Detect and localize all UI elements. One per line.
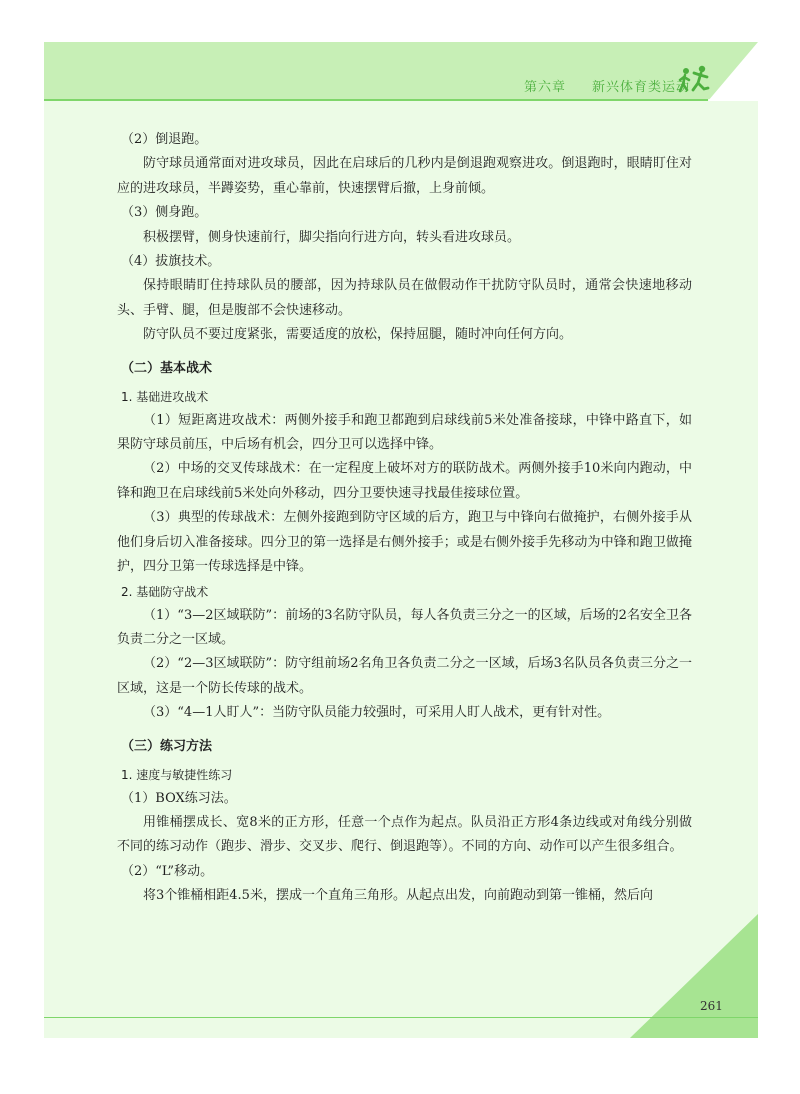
- header-rule: [44, 99, 708, 101]
- item-heading: （2）倒退跑。: [121, 132, 208, 147]
- chapter-label: 第六章: [523, 80, 566, 95]
- paragraph: （3）典型的传球战术：左侧外接跑到防守区域的后方，跑卫与中锋向右做掩护，右侧外接手从他们身后切入准备接球。四分卫的第一选择是右侧外接手；或是右侧外接手先移动为中锋和跑卫做掩护，四分卫第一传球选择是中锋。: [117, 510, 692, 575]
- runner-logo-icon: [677, 64, 711, 98]
- paragraph: 保持眼睛盯住持球队员的腰部，因为持球队员在做假动作干扰防守队员时，通常会快速地移动头、手臂、腿，但是腹部不会快速移动。: [117, 278, 692, 318]
- item-heading: （1）BOX练习法。: [121, 790, 237, 806]
- paragraph: 用锥桶摆成长、宽8米的正方形，任意一个点作为起点。队员沿正方形4条边线或对角线分别做不同的练习动作（跑步、滑步、交叉步、爬行、倒退跑等）。不同的方向、动作可以产生很多组合。: [117, 814, 692, 855]
- paragraph: 防守队员不要过度紧张，需要适度的放松，保持屈腿，随时冲向任何方向。: [143, 327, 573, 343]
- paragraph: 将3个锥桶相距4.5米，摆成一个直角三角形。从起点出发，向前跑动到第一锥桶，然后向: [143, 888, 653, 904]
- section-heading: （二）基本战术: [121, 360, 213, 376]
- chapter-title: 新兴体育类运动: [591, 80, 690, 95]
- paragraph: （1）短距离进攻战术：两侧外接手和跑卫都跑到启球线前5米处准备接球，中锋中路直下，如果防守球员前压，中后场有机会，四分卫可以选择中锋。: [117, 412, 692, 453]
- paragraph: （2）中场的交叉传球战术：在一定程度上破坏对方的联防战术。两侧外接手10米向内跑动，中锋和跑卫在启球线前5米处向外移动，四分卫要快速寻找最佳接球位置。: [117, 461, 692, 501]
- item-heading: （3）侧身跑。: [121, 205, 208, 221]
- section-heading: （三）练习方法: [121, 738, 213, 754]
- item-heading: （2）“L”移动。: [121, 863, 214, 879]
- paragraph: （2）“2—3区域联防”：防守组前场2名角卫各负责二分之一区域，后场3名队员各负责三分之一区域，这是一个防长传球的战术。: [117, 656, 692, 696]
- running-header: [498, 76, 690, 95]
- paragraph: （3）“4—1人盯人”：当防守队员能力较强时，可采用人盯人战术，更有针对性。: [143, 705, 611, 721]
- subsection-heading: 1. 速度与敏捷性练习: [121, 767, 233, 782]
- footer-rule: [44, 1017, 758, 1018]
- paragraph: 防守球员通常面对进攻球员，因此在启球后的几秒内是倒退跑观察进攻。倒退跑时，眼睛盯住对应的进攻球员，半蹲姿势，重心靠前，快速摆臂后撤，上身前倾。: [117, 156, 692, 196]
- subsection-heading: 2. 基础防守战术: [121, 584, 209, 599]
- paragraph: （1）“3—2区域联防”：前场的3名防守队员，每人各负责三分之一的区域，后场的2名安全卫各负责二分之一区域。: [117, 607, 692, 647]
- item-heading: （4）拔旗技术。: [121, 254, 221, 270]
- paragraph: 积极摆臂，侧身快速前行，脚尖指向行进方向，转头看进攻球员。: [143, 229, 521, 245]
- subsection-heading: 1. 基础进攻战术: [121, 389, 209, 404]
- page-number: 261: [700, 999, 723, 1013]
- page-body: [117, 128, 692, 909]
